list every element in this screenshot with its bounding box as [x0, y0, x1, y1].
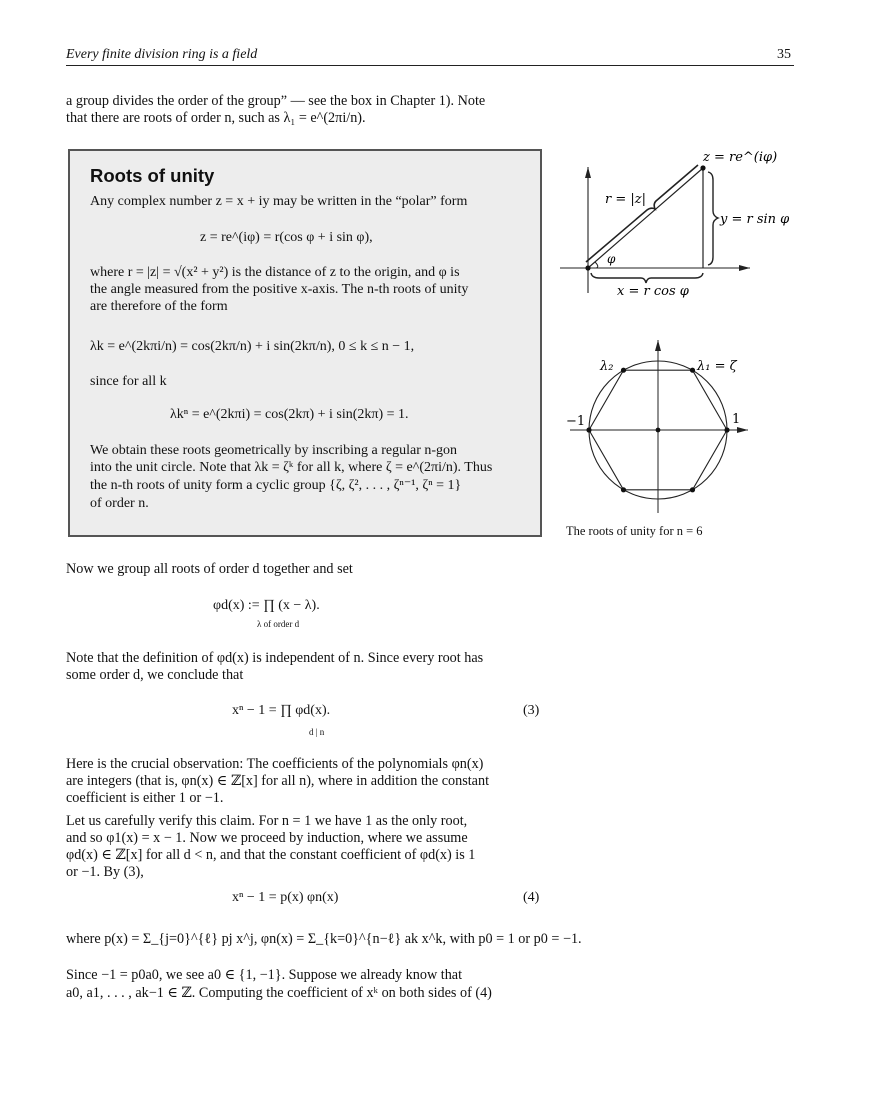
body-paragraph-6a: Since −1 = p0a0, we see a0 ∈ {1, −1}. Suppose we already know that	[66, 967, 463, 983]
polar-form-equation: z = re^(iφ) = r(cos φ + i sin φ),	[200, 230, 373, 245]
body-paragraph-6b: a0, a1, . . . , ak−1 ∈ ℤ. Computing the coefficient of xᵏ on both sides of (4)	[66, 985, 492, 1001]
r-label: r = |z|	[605, 192, 646, 207]
one-label: 1	[732, 412, 741, 427]
x-label: x = r cos φ	[617, 284, 689, 299]
box-paragraph-4d: of order n.	[90, 496, 149, 511]
radius-line	[588, 168, 703, 268]
body-paragraph-3a: Here is the crucial observation: The coefficients of the polynomials φn(x)	[66, 756, 484, 772]
running-header-title: Every finite division ring is a field	[66, 47, 258, 62]
box-paragraph-1: Any complex number z = x + iy may be written in the “polar” form	[90, 194, 468, 209]
box-paragraph-4a: We obtain these roots geometrically by inscribing a regular n-gon	[90, 443, 458, 458]
root-point-minus-1	[586, 427, 591, 432]
body-paragraph-4b: and so φ1(x) = x − 1. Now we proceed by induction, where we assume	[66, 830, 468, 846]
x-brace	[591, 273, 703, 283]
y-label: y = r sin φ	[720, 212, 790, 227]
phi-label: φ	[607, 252, 616, 266]
box-paragraph-2c: are therefore of the form	[90, 299, 228, 314]
equation-3-subscript: d | n	[309, 727, 325, 737]
imaginary-axis-arrow	[655, 340, 661, 351]
root-point-lambda4	[621, 487, 626, 492]
body-paragraph-2a: Note that the definition of φd(x) is independent of n. Since every root has	[66, 650, 484, 666]
figure-caption: The roots of unity for n = 6	[566, 524, 703, 538]
origin-point	[585, 265, 590, 270]
lambda2-label: λ₂	[600, 359, 614, 374]
box-paragraph-2b: the angle measured from the positive x-axis. The n-th roots of unity	[90, 282, 469, 297]
roots-formula-equation: λk = e^(2kπi/n) = cos(2kπ/n) + i sin(2kπ/n), 0 ≤ k ≤ n − 1,	[90, 339, 415, 354]
page-number: 35	[777, 47, 791, 62]
y-axis-arrow	[585, 167, 591, 178]
body-paragraph-5: where p(x) = Σ_{j=0}^{ℓ} pj x^j, φn(x) = Σ_{k=0}^{n−ℓ} ak x^k, with p0 = 1 or p0 = −1.	[66, 931, 582, 947]
box-paragraph-4b: into the unit circle. Note that λk = ζᵏ for all k, where ζ = e^(2πi/n). Thus	[90, 460, 493, 475]
box-paragraph-3: since for all k	[90, 374, 167, 389]
header-rule	[66, 65, 794, 66]
real-axis-arrow	[737, 427, 748, 433]
body-paragraph-4a: Let us carefully verify this claim. For n = 1 we have 1 as the only root,	[66, 813, 468, 829]
body-paragraph-2b: some order d, we conclude that	[66, 667, 244, 683]
root-point-1	[724, 427, 729, 432]
body-paragraph-1: Now we group all roots of order d together and set	[66, 561, 353, 577]
roots-of-unity-box	[68, 149, 542, 537]
equation-4: xⁿ − 1 = p(x) φn(x)	[232, 890, 339, 905]
angle-arc	[595, 262, 598, 268]
z-label: z = re^(iφ)	[703, 150, 778, 165]
roots-of-unity-figure	[560, 335, 760, 520]
intro-line-2: that there are roots of order n, such as λ₁ = e^(2πi/n).	[66, 110, 366, 126]
polar-form-figure	[555, 145, 795, 300]
body-paragraph-3b: are integers (that is, φn(x) ∈ ℤ[x] for all n), where in addition the constant	[66, 773, 490, 789]
x-axis-arrow	[739, 265, 750, 271]
box-paragraph-4c: the n-th roots of unity form a cyclic group {ζ, ζ², . . . , ζⁿ⁻¹, ζⁿ = 1}	[90, 478, 462, 493]
equation-3: xⁿ − 1 = ∏ φd(x).	[232, 703, 331, 718]
origin-point	[656, 428, 661, 433]
root-power-equation: λkⁿ = e^(2kπi) = cos(2kπ) + i sin(2kπ) = 1.	[170, 407, 409, 422]
minus-one-label: −1	[566, 414, 586, 429]
lambda1-label: λ₁ = ζ	[697, 359, 737, 374]
equation-4-number: (4)	[523, 890, 540, 905]
phi-definition-subscript: λ of order d	[257, 619, 300, 629]
body-paragraph-4d: or −1. By (3),	[66, 864, 144, 880]
r-brace	[586, 165, 698, 262]
y-brace	[708, 172, 718, 265]
z-point	[700, 165, 705, 170]
root-point-zeta	[690, 368, 695, 373]
phi-definition-equation: φd(x) := ∏ (x − λ).	[213, 598, 320, 613]
box-paragraph-2a: where r = |z| = √(x² + y²) is the distance of z to the origin, and φ is	[90, 265, 460, 280]
body-paragraph-4c: φd(x) ∈ ℤ[x] for all d < n, and that the constant coefficient of φd(x) is 1	[66, 847, 476, 863]
root-point-lambda2	[621, 368, 626, 373]
box-title: Roots of unity	[90, 165, 215, 186]
equation-3-number: (3)	[523, 703, 540, 718]
intro-line-1: a group divides the order of the group” — see the box in Chapter 1). Note	[66, 93, 486, 109]
body-paragraph-3c: coefficient is either 1 or −1.	[66, 790, 224, 806]
root-point-lambda5	[690, 487, 695, 492]
